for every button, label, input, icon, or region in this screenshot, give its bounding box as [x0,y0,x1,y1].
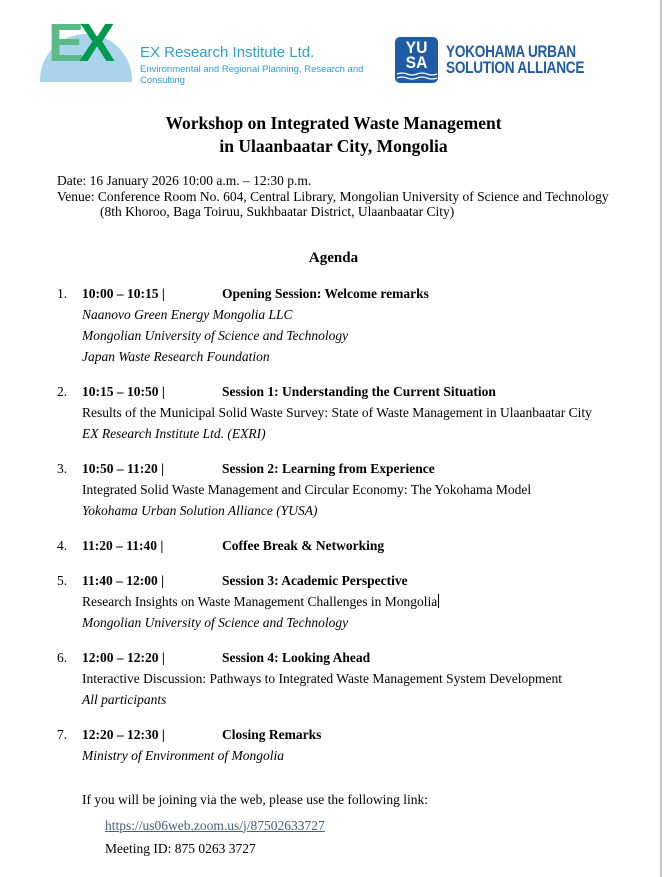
agenda-item-time: 10:15 – 10:50 | [82,383,165,399]
agenda-item-body [82,458,647,521]
agenda-item-title: Closing Remarks [222,726,322,742]
yusa-logo-text [446,41,585,77]
agenda-item-lines [82,668,647,710]
document-title [0,112,667,158]
agenda-line: Interactive Discussion: Pathways to Integrated Waste Management System Development [82,670,563,686]
yusa-logo [395,37,619,83]
ex-logo-letter-x: X [79,13,111,73]
agenda-item-lines [82,745,647,766]
zoom-meeting-link[interactable]: https://us06web.zoom.us/j/87502633727 [105,817,325,833]
agenda-item-head [82,535,647,556]
agenda-item-head [82,570,647,591]
yusa-name-line1: YOKOHAMA URBAN [446,41,577,61]
ex-logo-letters [48,10,110,76]
yusa-mark-letters [397,37,437,70]
agenda-item-number: 1. [57,285,68,301]
agenda-item [57,458,647,521]
agenda-heading: Agenda [308,249,359,266]
event-venue: Venue: Conference Room No. 604, Central Library, Mongolian University of Science and Technology [57,188,609,204]
agenda-item-time: 10:50 – 11:20 | [82,460,165,476]
ex-logo-text [140,18,395,86]
agenda-item-time: 12:20 – 12:30 | [82,726,165,742]
agenda-line: Results of the Municipal Solid Waste Survey: State of Waste Management in Ulaanbaatar City [82,404,592,420]
yusa-name-line2: SOLUTION ALLIANCE [446,58,585,77]
agenda-line: Japan Waste Research Foundation [82,348,270,364]
footer [82,788,647,860]
agenda-item [57,535,647,556]
agenda-item-number: 3. [57,460,68,476]
agenda-item-body [82,381,647,444]
agenda-line: Mongolian University of Science and Technology [82,614,349,630]
agenda-item-head [82,458,647,479]
agenda-line: Ministry of Environment of Mongolia [82,747,284,763]
title-line2: in Ulaanbaatar City, Mongolia [219,136,448,156]
agenda-item-lines [82,402,647,444]
agenda-item-time: 11:40 – 12:00 | [82,572,165,588]
agenda-item-number: 4. [57,537,68,553]
agenda-item-number: 7. [57,726,68,742]
agenda-list [57,283,647,766]
yusa-mark-line1: YU [405,38,428,57]
agenda-item [57,570,647,633]
agenda-item [57,381,647,444]
yusa-wave-icon [395,72,438,81]
agenda-item-body [82,724,647,766]
agenda-item-head [82,381,647,402]
agenda-item-body [82,283,647,367]
agenda-item-head [82,283,647,304]
agenda-item-body [82,570,647,633]
ex-logo-letter-e: E [48,13,80,73]
agenda-item-time: 11:20 – 11:40 | [82,537,164,553]
ex-logo-icon [40,13,132,84]
agenda-line: Mongolian University of Science and Technology [82,327,349,343]
event-info [57,173,647,220]
page-right-border [660,0,662,877]
zoom-link-line [82,814,647,837]
agenda-line: Yokohama Urban Solution Alliance (YUSA) [82,502,318,518]
ex-company-tagline: Environmental and Regional Planning, Research and Consulting [140,64,364,86]
agenda-item [57,283,647,367]
agenda-line: Naanovo Green Energy Mongolia LLC [82,306,293,322]
agenda-item-body [82,535,647,556]
agenda-item-number: 2. [57,383,68,399]
text-cursor [438,594,439,608]
agenda-item-lines [82,591,647,633]
web-join-text: If you will be joining via the web, please use the following link: [82,791,429,807]
agenda-item-lines [82,479,647,521]
agenda-item-title: Session 4: Looking Ahead [222,649,371,665]
agenda-item-title: Session 1: Understanding the Current Situation [222,383,496,399]
agenda-line: EX Research Institute Ltd. (EXRI) [82,425,266,441]
agenda-item-time: 10:00 – 10:15 | [82,285,165,301]
agenda-line: Integrated Solid Waste Management and Circular Economy: The Yokohama Model [82,481,532,497]
agenda-item-title: Session 2: Learning from Experience [222,460,435,476]
event-venue-address: (8th Khoroo, Baga Toiruu, Sukhbaatar District, Ulaanbaatar City) [100,204,455,219]
agenda-item-body [82,647,647,710]
agenda-item-title: Session 3: Academic Perspective [222,572,408,588]
agenda-line: All participants [82,691,167,707]
title-line1: Workshop on Integrated Waste Management [165,113,502,133]
ex-research-institute-logo [40,13,395,86]
ex-company-name: EX Research Institute Ltd. [140,44,315,61]
agenda-line: Research Insights on Waste Management Challenges in Mongolia [82,593,438,609]
agenda-item-lines [82,304,647,367]
agenda-item-head [82,724,647,745]
yusa-logo-icon [395,37,438,83]
agenda-item-title: Opening Session: Welcome remarks [222,285,429,301]
agenda-item [57,647,647,710]
agenda-item-head [82,647,647,668]
agenda-item [57,724,647,766]
yusa-mark-line2: SA [405,53,428,72]
event-date: Date: 16 January 2026 10:00 a.m. – 12:30 p.m. [57,173,312,188]
agenda-item-number: 5. [57,572,68,588]
agenda-item-title: Coffee Break & Networking [222,537,385,553]
agenda-item-time: 12:00 – 12:20 | [82,649,165,665]
header [40,13,619,86]
meeting-id: Meeting ID: 875 0263 3727 [105,840,256,856]
agenda-item-number: 6. [57,649,68,665]
